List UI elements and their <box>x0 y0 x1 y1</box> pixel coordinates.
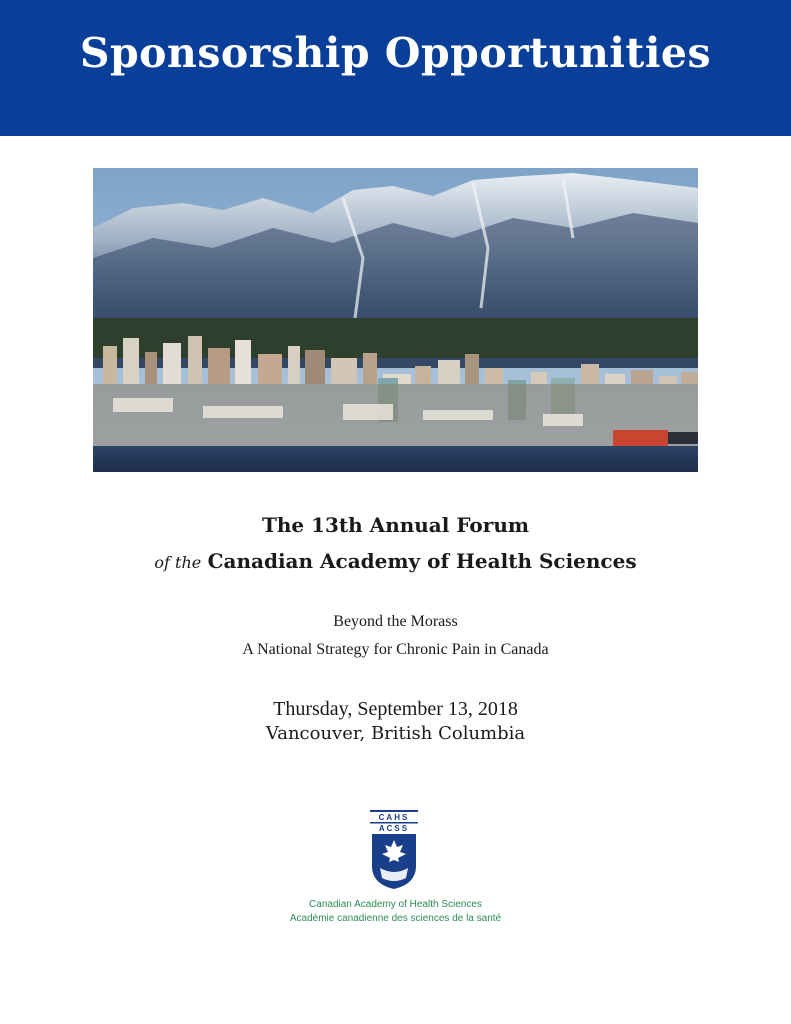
cover-photo <box>93 168 698 472</box>
logo-abbr-fr: ACSS <box>378 824 410 833</box>
page-title: Sponsorship Opportunities <box>79 29 712 77</box>
cahs-logo-icon <box>370 810 418 890</box>
event-location: Vancouver, British Columbia <box>265 723 526 744</box>
theme-line-1: Beyond the Morass <box>333 613 458 630</box>
logo-abbr-en: CAHS <box>378 813 410 822</box>
forum-title: The 13th Annual Forum <box>261 513 530 537</box>
organization-name: Canadian Academy of Health Sciences <box>207 549 637 573</box>
forum-organization <box>0 549 791 573</box>
logo-name-en: Canadian Academy of Health Sciences <box>309 899 482 910</box>
theme-line-2: A National Strategy for Chronic Pain in Canada <box>242 641 549 658</box>
header-banner <box>0 0 791 136</box>
event-date: Thursday, September 13, 2018 <box>273 698 518 720</box>
logo-name-fr: Académie canadienne des sciences de la santé <box>289 913 502 924</box>
of-the-text: of the <box>154 553 202 572</box>
city-waterfront-mountains-photo <box>93 168 698 472</box>
